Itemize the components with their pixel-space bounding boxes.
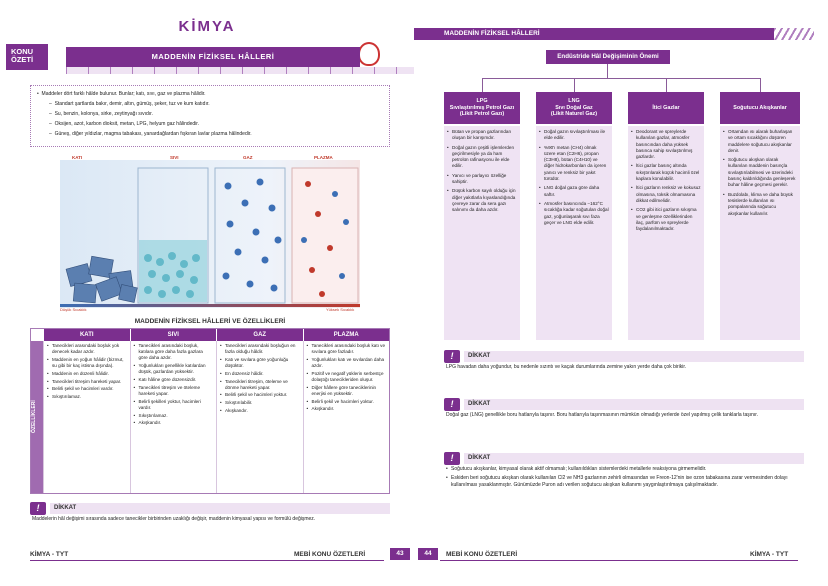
- dikkat-text: LPG havadan daha yoğundur, bu nedenle sızıntı ve kaçak durumlarında zemine yakın yerde daha çok birikir.: [446, 364, 687, 370]
- header-line: (Likit Naturel Gaz): [550, 111, 598, 118]
- table-cell-item: • Sıkıştırılamaz.: [134, 413, 214, 419]
- sogutucu-header: [720, 92, 800, 124]
- list-item: • Bütan ve propan gazlarından oluşan bir karışımdır.: [447, 129, 517, 142]
- table-cell-item: • Tanecikleri arasındaki boşluk yok denecek kadar azdır.: [47, 343, 127, 355]
- list-item: • CO2 gibi itici gazların sıkışma ve genleşme özelliklerinden ilaç, parfüm ve spreylerde faydalanılmaktadır.: [631, 207, 701, 232]
- temperature-gradient: [60, 304, 360, 307]
- dikkat-header: [444, 398, 804, 410]
- dikkat-text: [444, 464, 804, 489]
- ozeti-label-line: ÖZETİ: [11, 55, 34, 64]
- dikkat-title: DİKKAT: [464, 351, 804, 362]
- states-of-matter-figure: [60, 148, 360, 318]
- header-line: LNG: [568, 98, 580, 105]
- table-cell-item: • Yoğunlukları genellikle katılardan düşük, gazlardan yüksektir.: [134, 363, 214, 375]
- table-cell-item: • Tanecikleri arasındaki boşluğun en fazla olduğu hâldir.: [220, 343, 300, 355]
- exclamation-icon: !: [444, 452, 460, 465]
- list-item: • Soğutucu akışkan olarak kullanılan maddenin basınçla sıvılaştırılabilmesi ve üzerindeki basınç kaldırıldığında genleşerek buhar hâline geçmesi gerekir.: [723, 157, 797, 188]
- table-cell-item: • Tanecikleri arasındaki boşluk katı ve sıvılara göre fazladır.: [307, 343, 387, 355]
- table-cell-item: • Yoğunlukları katı ve sıvılardan daha azdır.: [307, 357, 387, 369]
- connector-line: [482, 78, 483, 92]
- header-line: Sıvılaştırılmış Petrol Gazı: [449, 104, 515, 111]
- right-section-title: MADDENİN FİZİKSEL HÂLLERİ: [414, 28, 774, 40]
- intro-line: – Su, benzin, kolonya, sirke, zeytinyağı sıvıdır.: [49, 111, 153, 117]
- table-cell-item: • Akışkandır.: [220, 408, 300, 414]
- table-cell-item: • Belirli şekil ve hacimleri yoktur.: [307, 399, 387, 405]
- list-item: • Soğutucu akışkanlar, kimyasal olarak aktif olmamalı; kullanıldıkları sistemlerdeki metallerle reaksiyona girmemelidir.: [446, 466, 804, 473]
- table-cell-item: • Tanecikleri arasındaki boşluk, katılara göre daha fazla gazlara göre daha azdır.: [134, 343, 214, 362]
- dikkat-box: [444, 398, 804, 419]
- sogutucu-body: [720, 126, 800, 340]
- list-item: • %90'ı metan (CH4) olmak üzere etan (C2H6), propan (C3H8), bütan (C4H10) ve diğer hidrokarbonları da içeren yanıcı ve renksiz bir yakıt türüdür.: [539, 145, 609, 183]
- lpg-header: [444, 92, 520, 124]
- table-cell-item: • En düzensiz hâldir.: [220, 371, 300, 377]
- list-item: • İtici gazların renksiz ve kokusuz olmasına, toksik olmamasına dikkat edilmelidir.: [631, 185, 701, 204]
- intro-line: • Maddeler dört farklı hâlde bulunur. Bunlar; katı, sıvı, gaz ve plazma hâlidir.: [37, 91, 206, 97]
- connector-line: [574, 78, 575, 92]
- intro-box: [30, 85, 390, 147]
- konu-label-line: KONU: [11, 47, 34, 56]
- footer-right: KİMYA - TYT: [750, 551, 789, 558]
- figure-label-plasma: PLAZMA: [314, 155, 333, 160]
- figure-label-liquid: SIVI: [170, 155, 179, 160]
- right-page: [414, 0, 828, 586]
- high-temperature-label: Yüksek Sıcaklık: [326, 307, 355, 312]
- list-item: • Atmosfer basıncında −162°C sıcaklığa kadar soğutulan doğal gaz, yoğunlaşarak sıvı faza geçer ve LNG elde edilir.: [539, 201, 609, 226]
- dikkat-title: DİKKAT: [464, 399, 804, 410]
- list-item: • Deodorant ve spreylerde kullanılan gazlar, atmosfer basıncından daha yüksek basınca sahip sıvılaştırılmış gazlardır.: [631, 129, 701, 160]
- table-side-label: ÖZELLİKLERİ: [31, 341, 43, 493]
- exclamation-icon: !: [30, 502, 46, 515]
- figure-label-gas: GAZ: [243, 155, 253, 160]
- decorative-pattern: [66, 67, 414, 74]
- table-cell-item: • Sıkıştırılabilir.: [220, 400, 300, 406]
- lng-body: [536, 126, 612, 340]
- states-illustration: [60, 148, 360, 308]
- list-item: • Yanıcı ve parlayıcı özelliğe sahiptir.: [447, 173, 517, 186]
- list-item: • LNG doğal gaza göre daha saftır.: [539, 185, 609, 198]
- table-cell-item: • Tanecikleri titreşim hareketi yapar.: [47, 379, 127, 385]
- dikkat-title: DİKKAT: [464, 453, 804, 464]
- konu-ozeti-label: [6, 44, 48, 70]
- dikkat-text: Maddelerin hâl değişimi sırasında sadece tanecikler birbirinden uzaklığı değişir, maddenin kimyasal yapısı ve formülü değişmez.: [32, 516, 316, 522]
- table-cell-item: • Belirli şekil ve hacimleri vardır.: [47, 386, 127, 392]
- connector-line: [666, 78, 667, 92]
- table-column-gas: [216, 341, 303, 493]
- intro-line: – Güneş, diğer yıldızlar, magma tabakası, yanardağlardan fışkıran lavlar plazma hâlindedir.: [49, 131, 252, 137]
- header-line: LPG: [476, 98, 488, 105]
- header-line: (Likit Petrol Gazı): [459, 111, 505, 118]
- itici-gazlar-header: [628, 92, 704, 124]
- lng-header: [536, 92, 612, 124]
- intro-line: – Oksijen, azot, karbon dioksit, metan, LPG, helyum gaz hâlindedir.: [49, 121, 200, 127]
- table-cell-item: • Diğer hâllere göre taneciklerinin enerjisi en yüksektir.: [307, 385, 387, 397]
- dikkat-text: Doğal gaz (LNG) genellikle boru hatlarıyla taşınır. Boru hatlarıyla taşınmasının mümkün olmadığı yerlerde özel yapılmış çelik tanklarla taşınır.: [446, 412, 759, 418]
- table-column-plasma: [303, 341, 390, 493]
- low-temperature-label: Düşük Sıcaklık: [60, 307, 87, 312]
- connector-line: [760, 78, 761, 92]
- table-header: PLAZMA: [303, 329, 390, 341]
- table-cell-item: • Tanecikleri titreşim ve öteleme hareketi yapar.: [134, 385, 214, 397]
- table-cell-item: • Sıkıştırılamaz.: [47, 394, 127, 400]
- properties-table: [30, 328, 390, 494]
- footer-left: MEBİ KONU ÖZETLERİ: [446, 551, 518, 558]
- lpg-body: [444, 126, 520, 340]
- page-number: 43: [390, 548, 410, 560]
- list-item: • Eskiden beri soğutucu akışkan olarak kullanılan Cl2 ve NH3 gazlarının zehirli olmasından ve Freon-12'nin ise ozon tabakasına zarar vermesinden dolayı kullanılması yasaklanmıştır. Günümüzde Puron adı verilen soğutucu akışkan kullanımı yaygınlaştırılmaya çalışılmaktadır.: [446, 475, 804, 489]
- header-line: Sıvı Doğal Gaz: [555, 104, 593, 111]
- header-line: Soğutucu Akışkanlar: [733, 104, 787, 111]
- exclamation-icon: !: [444, 398, 460, 411]
- dikkat-box: [444, 350, 804, 371]
- table-cell-item: • Akışkandır.: [134, 420, 214, 426]
- figure-label-solid: KATI: [72, 155, 83, 160]
- connector-line: [607, 64, 608, 78]
- page-number: 44: [418, 548, 438, 560]
- hub-title: Endüstride Hâl Değişiminin Önemi: [546, 50, 670, 64]
- list-item: • Ortamdan ısı alarak buharlaşan ve ortam sıcaklığını düşüren maddelere soğutucu akışkanlar denir.: [723, 129, 797, 154]
- footer-left: KİMYA - TYT: [30, 551, 69, 558]
- dikkat-title: DİKKAT: [50, 503, 390, 514]
- table-cell-item: • Katı hâline göre düzensizdir.: [134, 377, 214, 383]
- connector-line: [482, 78, 760, 79]
- table-cell-item: • Pozitif ve negatif yüklerin serbestçe dolaştığı tanecikleriden oluşur.: [307, 371, 387, 383]
- dikkat-header: [444, 350, 804, 362]
- dikkat-header: [30, 502, 390, 514]
- section-title: MADDENİN FİZİKSEL HÂLLERİ: [66, 47, 360, 67]
- table-body: [43, 341, 389, 493]
- table-header: KATI: [43, 329, 130, 341]
- list-item: • İtici gazlar basınç altında sıkıştırılarak küçük hacimli özel kaplara konulabilir.: [631, 163, 701, 182]
- table-header-row: [43, 329, 389, 341]
- table-header: GAZ: [216, 329, 303, 341]
- decorative-stripes: [774, 28, 814, 40]
- footer-rule: [30, 560, 384, 561]
- table-column-liquid: [130, 341, 217, 493]
- table-cell-item: • Katı ve sıvılara göre yoğunluğu düşüktür.: [220, 357, 300, 369]
- table-cell-item: • Maddenin en yoğun hâlidir (bizmut, su gibi bir kaç istisna dışında).: [47, 357, 127, 369]
- footer-rule: [440, 560, 798, 561]
- list-item: • Doğal gazın çeşitli işlemlerden geçirilmesiyle ya da ham petrolün rafinasyonu ile elde edilir.: [447, 145, 517, 170]
- table-cell-item: • Belirli şekilleri yoktur, hacimleri vardır.: [134, 399, 214, 411]
- intro-line: – Standart şartlarda bakır, demir, altın, gümüş, şeker, tuz ve kum katıdır.: [49, 101, 210, 107]
- footer-center: MEBİ KONU ÖZETLERİ: [294, 551, 366, 558]
- table-header: SIVI: [130, 329, 217, 341]
- list-item: • Buzdolabı, klima ve daha büyük tesislerde kullanılan ısı pompalarında soğutucu akışkanlar kullanılır.: [723, 192, 797, 217]
- table-title: MADDENİN FİZİKSEL HÂLLERİ VE ÖZELLİKLERİ: [134, 318, 286, 325]
- itici-gazlar-body: [628, 126, 704, 340]
- subject-title: KİMYA: [178, 18, 236, 35]
- table-column-solid: [43, 341, 130, 493]
- list-item: • Doğal gazın sıvılaştırılması ile elde edilir.: [539, 129, 609, 142]
- ministry-logo-icon: [358, 42, 380, 66]
- list-item: • Düşük karbon sayılı olduğu için diğer yakıtlarla kıyaslandığında çevreye zarar da sera gazı salınımı da daha azdır.: [447, 188, 517, 213]
- table-cell-item: • Akışkandır.: [307, 406, 387, 412]
- dikkat-header: [444, 452, 804, 464]
- table-cell-item: • Belirli şekil ve hacimleri yoktur.: [220, 392, 300, 398]
- dikkat-box: [30, 502, 390, 538]
- exclamation-icon: !: [444, 350, 460, 363]
- table-cell-item: • Tanecikleri titreşim, öteleme ve dönme hareketi yapar.: [220, 379, 300, 391]
- header-line: İtici Gazlar: [652, 104, 680, 111]
- dikkat-box: [444, 452, 804, 491]
- table-cell-item: • Maddenin en düzenli hâlidir.: [47, 371, 127, 377]
